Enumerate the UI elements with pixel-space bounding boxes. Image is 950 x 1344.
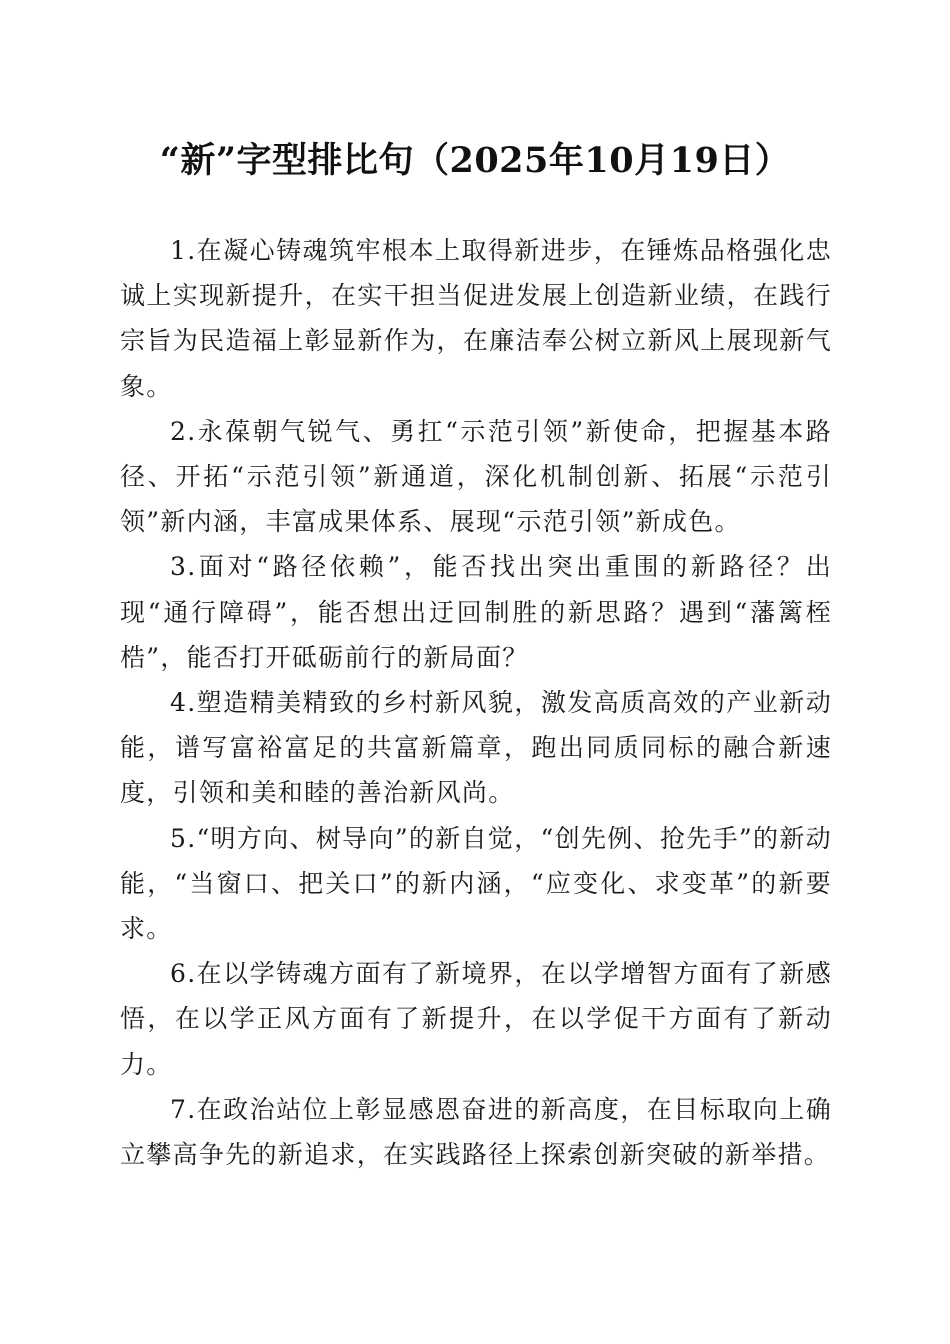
- paragraph-4: 4.塑造精美精致的乡村新风貌，激发高质高效的产业新动能，谱写富裕富足的共富新篇章，跑出同质同标的融合新速度，引领和美和睦的善治新风尚。: [120, 688, 832, 808]
- paragraph-2: 2.永葆朝气锐气、勇扛“示范引领”新使命，把握基本路径、开拓“示范引领”新通道，深化机制创新、拓展“示范引领”新内涵，丰富成果体系、展现“示范引领”新成色。: [120, 416, 832, 537]
- paragraph-7: 7.在政治站位上彰显感恩奋进的新高度，在目标取向上确立攀高争先的新追求，在实践路径上探索创新突破的新举措。: [120, 1094, 832, 1170]
- document-body: [120, 228, 832, 1177]
- paragraph-6: 6.在以学铸魂方面有了新境界，在以学增智方面有了新感悟，在以学正风方面有了新提升，在以学促干方面有了新动力。: [120, 959, 832, 1079]
- document-title: “新”字型排比句（2025年10月19日）: [159, 140, 791, 181]
- paragraph-3: 3.面对“路径依赖”，能否找出突出重围的新路径？出现“通行障碍”，能否想出迂回制胜的新思路？遇到“藩篱桎梏”，能否打开砥砺前行的新局面？: [120, 552, 832, 672]
- paragraph-1: 1.在凝心铸魂筑牢根本上取得新进步，在锤炼品格强化忠诚上实现新提升，在实干担当促进发展上创造新业绩，在践行宗旨为民造福上彰显新作为，在廉洁奉公树立新风上展现新气象。: [120, 236, 832, 401]
- paragraph-5: 5.“明方向、树导向”的新自觉，“创先例、抢先手”的新动能，“当窗口、把关口”的新内涵，“应变化、求变革”的新要求。: [120, 823, 832, 944]
